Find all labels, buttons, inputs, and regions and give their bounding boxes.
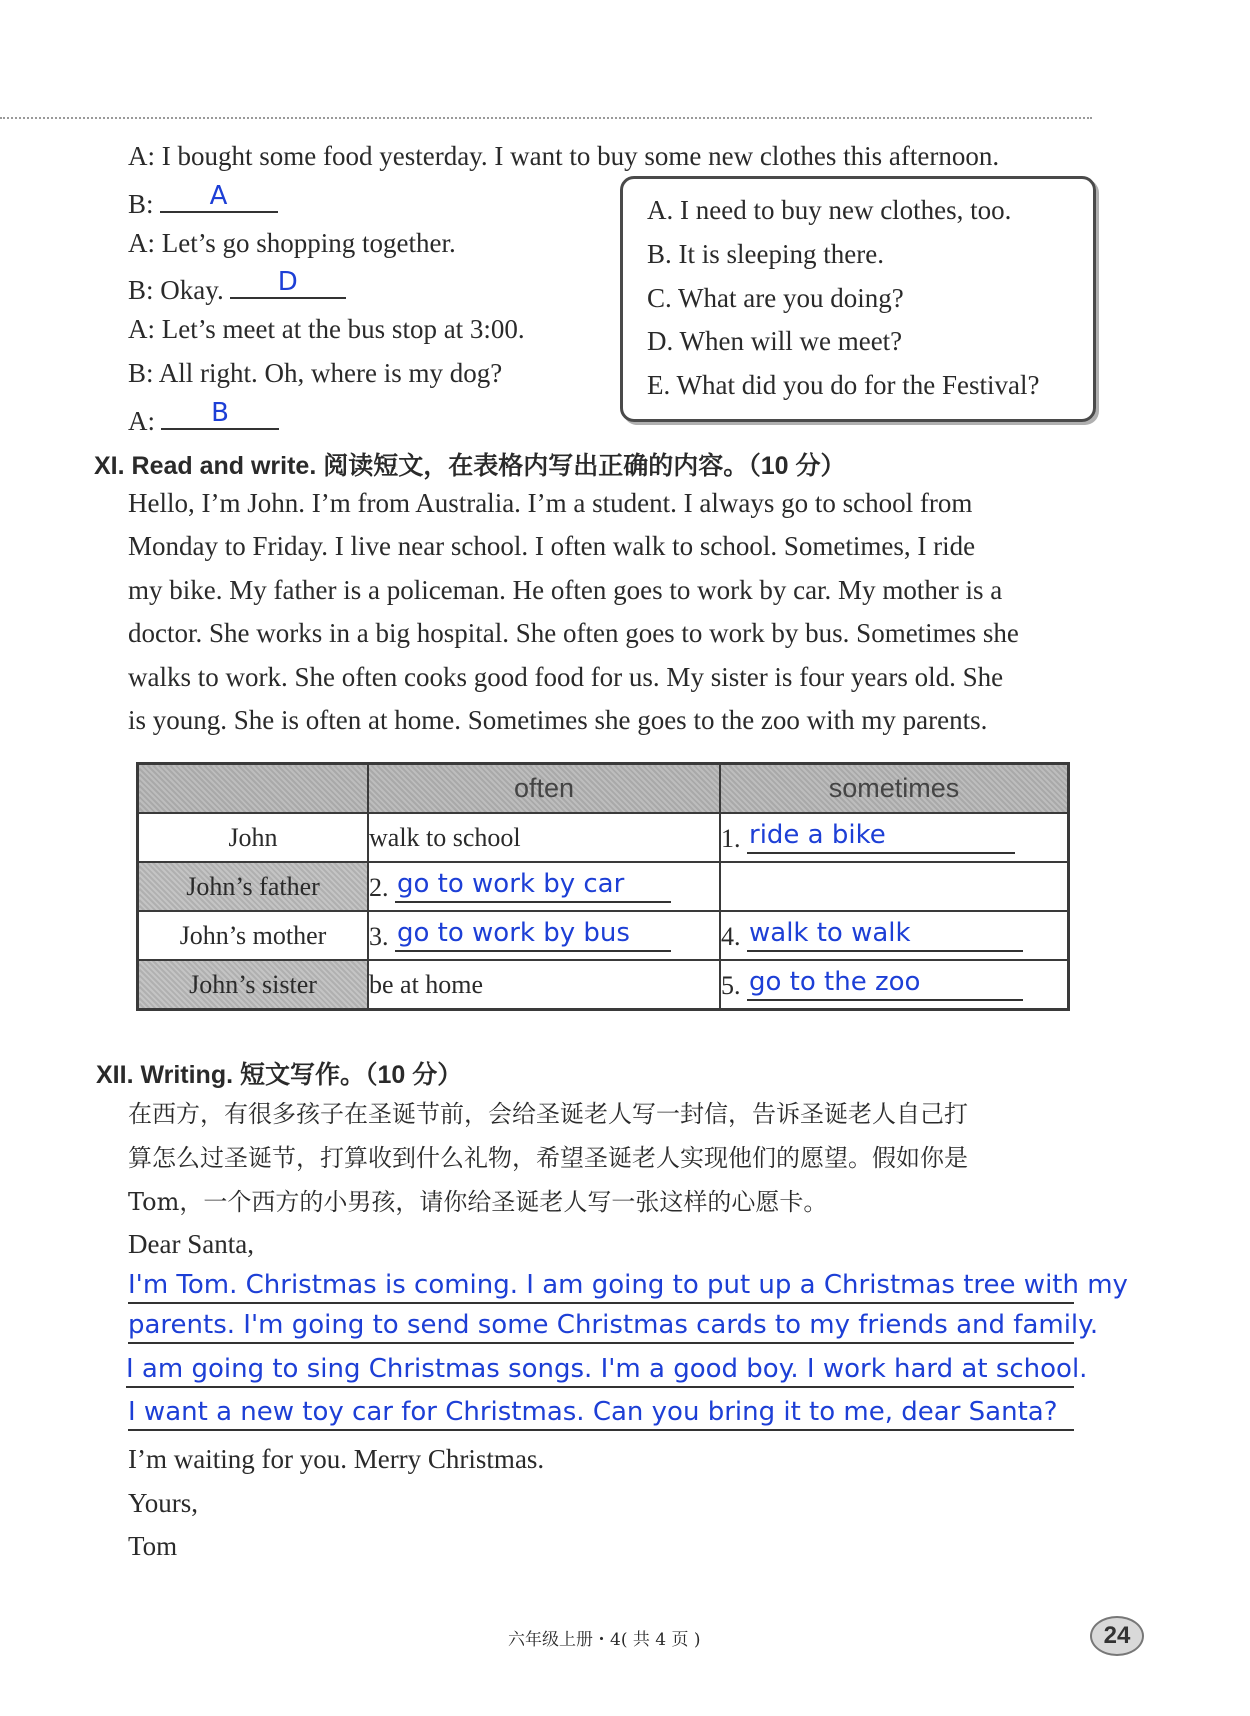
item-number: 3. <box>369 921 389 951</box>
handwritten-answer: walk to walk <box>749 917 911 948</box>
row-header-john: John <box>138 813 369 862</box>
column-header-often: often <box>368 764 720 814</box>
handwritten-answer: A <box>209 181 228 211</box>
cell-often: walk to school <box>368 813 720 862</box>
options-box <box>620 176 1096 422</box>
cell-often: be at home <box>368 960 720 1010</box>
dialogue-line-2 <box>128 183 278 221</box>
handwritten-line: I'm Tom. Christmas is coming. I am going to put up a Christmas tree with my <box>128 1268 1074 1304</box>
table-header-row <box>138 764 1069 814</box>
handwritten-answer: ride a bike <box>749 819 886 850</box>
writing-prompt <box>128 1092 968 1224</box>
prompt-line: 算怎么过圣诞节，打算收到什么礼物，希望圣诞老人实现他们的愿望。假如你是 <box>128 1144 968 1172</box>
dialogue-line-3: A: Let’s go shopping together. <box>128 228 456 258</box>
answer-blank[interactable] <box>395 917 671 952</box>
handwritten-answer: go to work by car <box>397 868 625 899</box>
top-dotted-divider <box>0 117 1092 119</box>
option-a: A. I need to buy new clothes, too. <box>647 195 1012 225</box>
table-row <box>138 862 1069 911</box>
option-d: D. When will we meet? <box>647 326 903 356</box>
answer-blank[interactable] <box>747 917 1023 952</box>
cell-often <box>368 911 720 960</box>
answer-blank[interactable] <box>161 400 279 430</box>
prompt-line: Tom，一个西方的小男孩，请你给圣诞老人写一张这样的心愿卡。 <box>128 1188 828 1216</box>
option-b: B. It is sleeping there. <box>647 239 884 269</box>
handwritten-line: I am going to sing Christmas songs. I'm a good boy. I work hard at school. <box>126 1352 1074 1388</box>
row-header-mother: John’s mother <box>138 911 369 960</box>
cell-sometimes <box>720 813 1069 862</box>
handwritten-answer: go to work by bus <box>397 917 630 948</box>
option-c: C. What are you doing? <box>647 283 904 313</box>
dialogue-line-1: A: I bought some food yesterday. I want to buy some new clothes this afternoon. <box>128 141 1000 171</box>
handwritten-answer: go to the zoo <box>749 966 921 997</box>
page-number-badge: 24 <box>1090 1616 1144 1656</box>
cell-often <box>368 862 720 911</box>
item-number: 1. <box>721 823 741 853</box>
table-corner-cell <box>138 764 369 814</box>
cell-sometimes-empty <box>720 862 1069 911</box>
prompt-line: 在西方，有很多孩子在圣诞节前，会给圣诞老人写一封信，告诉圣诞老人自己打 <box>128 1100 968 1128</box>
handwritten-answer: B <box>211 398 229 428</box>
column-header-sometimes: sometimes <box>720 764 1069 814</box>
answer-blank[interactable] <box>230 269 346 299</box>
passage-line: is young. She is often at home. Sometimes she goes to the zoo with my parents. <box>128 705 988 736</box>
option-e: E. What did you do for the Festival? <box>647 370 1040 400</box>
page-footer: 六年级上册・4( 共 4 页 ) <box>508 1630 701 1650</box>
dialogue-line-4 <box>128 269 346 307</box>
row-header-sister: John’s sister <box>138 960 369 1010</box>
row-header-father: John’s father <box>138 862 369 911</box>
passage-line: my bike. My father is a policeman. He often goes to work by car. My mother is a <box>128 574 1003 605</box>
answer-blank[interactable] <box>395 868 671 903</box>
reading-passage <box>128 482 1019 742</box>
dialogue-line-6: B: All right. Oh, where is my dog? <box>128 358 503 388</box>
dialogue-speaker: A: <box>128 406 155 436</box>
item-number: 2. <box>369 872 389 902</box>
letter-closing-2: Yours, <box>128 1488 199 1518</box>
letter-closing-1: I’m waiting for you. Merry Christmas. <box>128 1444 545 1474</box>
cell-sometimes <box>720 960 1069 1010</box>
dialogue-line-5: A: Let’s meet at the bus stop at 3:00. <box>128 314 525 344</box>
handwritten-line: I want a new toy car for Christmas. Can you bring it to me, dear Santa? <box>128 1395 1074 1431</box>
dialogue-speaker: B: Okay. <box>128 275 224 305</box>
handwritten-line: parents. I'm going to send some Christmas cards to my friends and family. <box>128 1308 1074 1344</box>
passage-line: Monday to Friday. I live near school. I often walk to school. Sometimes, I ride <box>128 531 976 562</box>
item-number: 4. <box>721 921 741 951</box>
cell-sometimes <box>720 911 1069 960</box>
passage-line: walks to work. She often cooks good food for us. My sister is four years old. She <box>128 661 1004 692</box>
dialogue-speaker: B: <box>128 189 154 219</box>
passage-line: doctor. She works in a big hospital. She often goes to work by bus. Sometimes she <box>128 618 1019 649</box>
letter-greeting: Dear Santa, <box>128 1229 254 1259</box>
passage-line: Hello, I’m John. I’m from Australia. I’m a student. I always go to school from <box>128 488 973 518</box>
dialogue-line-7 <box>128 400 279 438</box>
answer-blank[interactable] <box>160 183 278 213</box>
section-11-heading: XI. Read and write. 阅读短文，在表格内写出正确的内容。（10 分） <box>94 452 846 480</box>
table-row <box>138 911 1069 960</box>
table-row <box>138 813 1069 862</box>
letter-signature: Tom <box>128 1531 178 1561</box>
table-row <box>138 960 1069 1010</box>
answer-table <box>136 762 1070 1011</box>
answer-blank[interactable] <box>747 819 1015 854</box>
handwritten-answer: D <box>277 267 298 297</box>
item-number: 5. <box>721 970 741 1000</box>
section-12-heading: XII. Writing. 短文写作。（10 分） <box>96 1061 463 1089</box>
answer-blank[interactable] <box>747 966 1023 1001</box>
